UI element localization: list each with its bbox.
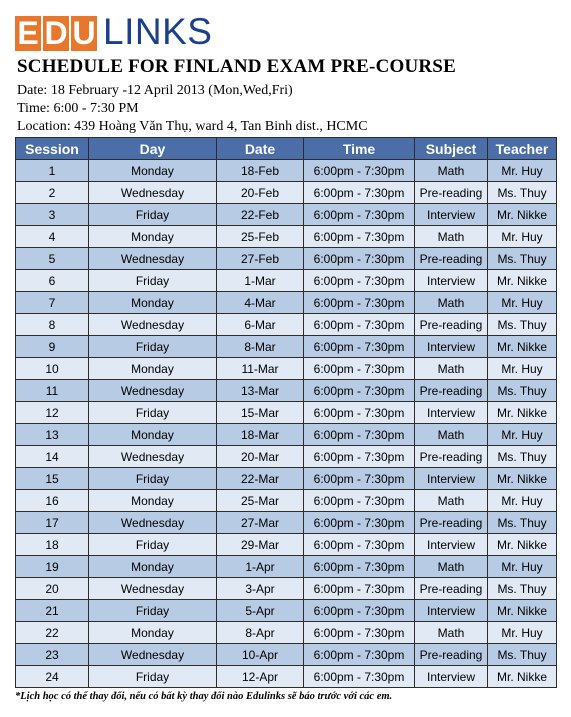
cell-session: 18 xyxy=(16,534,89,556)
cell-subject: Math xyxy=(415,424,488,446)
cell-subject: Math xyxy=(415,292,488,314)
cell-time: 6:00pm - 7:30pm xyxy=(304,622,415,644)
cell-subject: Pre-reading xyxy=(415,182,488,204)
cell-subject: Pre-reading xyxy=(415,446,488,468)
header-day: Day xyxy=(89,138,217,160)
schedule-table xyxy=(15,137,557,688)
cell-session: 10 xyxy=(16,358,89,380)
cell-time: 6:00pm - 7:30pm xyxy=(304,512,415,534)
table-row xyxy=(16,292,557,314)
cell-subject: Interview xyxy=(415,270,488,292)
table-row xyxy=(16,336,557,358)
logo-letter-e: E xyxy=(15,16,41,51)
table-row xyxy=(16,380,557,402)
cell-teacher: Mr. Huy xyxy=(488,292,557,314)
cell-time: 6:00pm - 7:30pm xyxy=(304,556,415,578)
cell-session: 23 xyxy=(16,644,89,666)
table-row xyxy=(16,468,557,490)
cell-date: 11-Mar xyxy=(217,358,304,380)
cell-day: Wednesday xyxy=(89,644,217,666)
cell-teacher: Mr. Nikke xyxy=(488,204,557,226)
cell-day: Friday xyxy=(89,204,217,226)
time-line: Time: 6:00 - 7:30 PM xyxy=(17,101,139,116)
table-row xyxy=(16,226,557,248)
edulinks-logo xyxy=(15,11,212,51)
cell-time: 6:00pm - 7:30pm xyxy=(304,358,415,380)
table-header-row xyxy=(16,138,557,160)
table-row xyxy=(16,490,557,512)
cell-date: 12-Apr xyxy=(217,666,304,688)
cell-time: 6:00pm - 7:30pm xyxy=(304,160,415,182)
cell-session: 12 xyxy=(16,402,89,424)
cell-date: 4-Mar xyxy=(217,292,304,314)
logo-letter-d: D xyxy=(44,15,68,51)
cell-date: 22-Mar xyxy=(217,468,304,490)
cell-day: Monday xyxy=(89,490,217,512)
cell-day: Monday xyxy=(89,160,217,182)
cell-teacher: Ms. Thuy xyxy=(488,446,557,468)
cell-subject: Math xyxy=(415,490,488,512)
table-row xyxy=(16,622,557,644)
cell-date: 27-Feb xyxy=(217,248,304,270)
cell-time: 6:00pm - 7:30pm xyxy=(304,270,415,292)
cell-session: 20 xyxy=(16,578,89,600)
page-title: SCHEDULE FOR FINLAND EXAM PRE-COURSE xyxy=(17,56,456,77)
cell-session: 17 xyxy=(16,512,89,534)
cell-teacher: Mr. Huy xyxy=(488,358,557,380)
cell-session: 4 xyxy=(16,226,89,248)
cell-day: Wednesday xyxy=(89,248,217,270)
cell-date: 20-Mar xyxy=(217,446,304,468)
cell-date: 8-Mar xyxy=(217,336,304,358)
table-row xyxy=(16,204,557,226)
cell-time: 6:00pm - 7:30pm xyxy=(304,402,415,424)
cell-day: Friday xyxy=(89,534,217,556)
cell-time: 6:00pm - 7:30pm xyxy=(304,380,415,402)
cell-session: 11 xyxy=(16,380,89,402)
cell-session: 14 xyxy=(16,446,89,468)
cell-day: Monday xyxy=(89,358,217,380)
cell-day: Monday xyxy=(89,424,217,446)
cell-teacher: Mr. Nikke xyxy=(488,468,557,490)
cell-date: 10-Apr xyxy=(217,644,304,666)
table-row xyxy=(16,358,557,380)
cell-session: 16 xyxy=(16,490,89,512)
cell-subject: Pre-reading xyxy=(415,314,488,336)
cell-time: 6:00pm - 7:30pm xyxy=(304,182,415,204)
header-subject: Subject xyxy=(415,138,488,160)
table-row xyxy=(16,270,557,292)
cell-teacher: Ms. Thuy xyxy=(488,248,557,270)
cell-teacher: Mr. Huy xyxy=(488,490,557,512)
cell-time: 6:00pm - 7:30pm xyxy=(304,424,415,446)
table-row xyxy=(16,424,557,446)
cell-session: 21 xyxy=(16,600,89,622)
cell-session: 5 xyxy=(16,248,89,270)
cell-day: Wednesday xyxy=(89,380,217,402)
table-row xyxy=(16,402,557,424)
cell-subject: Interview xyxy=(415,336,488,358)
cell-day: Monday xyxy=(89,622,217,644)
cell-date: 18-Mar xyxy=(217,424,304,446)
cell-subject: Math xyxy=(415,556,488,578)
header-teacher: Teacher xyxy=(488,138,557,160)
cell-day: Wednesday xyxy=(89,314,217,336)
cell-subject: Math xyxy=(415,358,488,380)
cell-session: 22 xyxy=(16,622,89,644)
cell-teacher: Mr. Huy xyxy=(488,622,557,644)
cell-time: 6:00pm - 7:30pm xyxy=(304,666,415,688)
cell-teacher: Mr. Nikke xyxy=(488,534,557,556)
cell-teacher: Mr. Nikke xyxy=(488,666,557,688)
cell-subject: Pre-reading xyxy=(415,248,488,270)
table-body xyxy=(16,160,557,688)
cell-date: 25-Feb xyxy=(217,226,304,248)
cell-teacher: Ms. Thuy xyxy=(488,512,557,534)
table-row xyxy=(16,644,557,666)
cell-teacher: Mr. Nikke xyxy=(488,402,557,424)
cell-session: 6 xyxy=(16,270,89,292)
cell-day: Friday xyxy=(89,270,217,292)
cell-teacher: Mr. Huy xyxy=(488,556,557,578)
cell-teacher: Ms. Thuy xyxy=(488,380,557,402)
cell-date: 1-Apr xyxy=(217,556,304,578)
cell-teacher: Ms. Thuy xyxy=(488,314,557,336)
cell-date: 29-Mar xyxy=(217,534,304,556)
cell-subject: Pre-reading xyxy=(415,644,488,666)
cell-day: Friday xyxy=(89,666,217,688)
cell-date: 27-Mar xyxy=(217,512,304,534)
cell-time: 6:00pm - 7:30pm xyxy=(304,468,415,490)
cell-date: 20-Feb xyxy=(217,182,304,204)
cell-subject: Pre-reading xyxy=(415,380,488,402)
cell-day: Friday xyxy=(89,468,217,490)
cell-subject: Interview xyxy=(415,534,488,556)
cell-time: 6:00pm - 7:30pm xyxy=(304,446,415,468)
header-date: Date xyxy=(217,138,304,160)
table-row xyxy=(16,512,557,534)
table-row xyxy=(16,446,557,468)
cell-teacher: Ms. Thuy xyxy=(488,644,557,666)
cell-teacher: Mr. Huy xyxy=(488,160,557,182)
cell-time: 6:00pm - 7:30pm xyxy=(304,292,415,314)
cell-teacher: Mr. Nikke xyxy=(488,600,557,622)
table-row xyxy=(16,248,557,270)
cell-session: 9 xyxy=(16,336,89,358)
cell-session: 8 xyxy=(16,314,89,336)
cell-subject: Interview xyxy=(415,468,488,490)
table-row xyxy=(16,182,557,204)
cell-teacher: Mr. Huy xyxy=(488,424,557,446)
table-row xyxy=(16,556,557,578)
cell-teacher: Mr. Nikke xyxy=(488,336,557,358)
cell-day: Friday xyxy=(89,336,217,358)
cell-time: 6:00pm - 7:30pm xyxy=(304,644,415,666)
cell-session: 13 xyxy=(16,424,89,446)
table-row xyxy=(16,314,557,336)
cell-date: 6-Mar xyxy=(217,314,304,336)
cell-date: 15-Mar xyxy=(217,402,304,424)
cell-teacher: Mr. Huy xyxy=(488,226,557,248)
footnote: *Lịch học có thể thay đổi, nếu có bất kỳ thay đổi nào Edulinks sẽ báo trước với các em. xyxy=(15,691,393,702)
cell-day: Wednesday xyxy=(89,512,217,534)
cell-date: 25-Mar xyxy=(217,490,304,512)
header-time: Time xyxy=(304,138,415,160)
table-row xyxy=(16,534,557,556)
cell-teacher: Mr. Nikke xyxy=(488,270,557,292)
cell-subject: Math xyxy=(415,160,488,182)
table-row xyxy=(16,160,557,182)
cell-subject: Interview xyxy=(415,402,488,424)
date-line: Date: 18 February -12 April 2013 (Mon,Wed,Fri) xyxy=(17,83,293,98)
cell-time: 6:00pm - 7:30pm xyxy=(304,578,415,600)
cell-session: 24 xyxy=(16,666,89,688)
cell-session: 2 xyxy=(16,182,89,204)
cell-day: Friday xyxy=(89,600,217,622)
logo-letter-u: U xyxy=(72,15,96,51)
cell-date: 13-Mar xyxy=(217,380,304,402)
cell-subject: Pre-reading xyxy=(415,578,488,600)
cell-subject: Pre-reading xyxy=(415,512,488,534)
cell-time: 6:00pm - 7:30pm xyxy=(304,248,415,270)
cell-day: Wednesday xyxy=(89,182,217,204)
cell-date: 8-Apr xyxy=(217,622,304,644)
cell-time: 6:00pm - 7:30pm xyxy=(304,534,415,556)
cell-subject: Interview xyxy=(415,666,488,688)
logo-wordmark: LINKS xyxy=(103,11,213,52)
cell-time: 6:00pm - 7:30pm xyxy=(304,600,415,622)
cell-subject: Interview xyxy=(415,204,488,226)
cell-date: 5-Apr xyxy=(217,600,304,622)
cell-day: Monday xyxy=(89,292,217,314)
cell-session: 15 xyxy=(16,468,89,490)
cell-session: 1 xyxy=(16,160,89,182)
header-session: Session xyxy=(16,138,89,160)
cell-day: Wednesday xyxy=(89,578,217,600)
table-row xyxy=(16,600,557,622)
cell-session: 3 xyxy=(16,204,89,226)
cell-day: Monday xyxy=(89,556,217,578)
cell-subject: Math xyxy=(415,622,488,644)
cell-day: Friday xyxy=(89,402,217,424)
cell-session: 19 xyxy=(16,556,89,578)
cell-session: 7 xyxy=(16,292,89,314)
cell-time: 6:00pm - 7:30pm xyxy=(304,226,415,248)
cell-subject: Interview xyxy=(415,600,488,622)
cell-teacher: Ms. Thuy xyxy=(488,182,557,204)
location-line: Location: 439 Hoàng Văn Thụ, ward 4, Tan Binh dist., HCMC xyxy=(17,119,368,134)
cell-teacher: Ms. Thuy xyxy=(488,578,557,600)
cell-date: 18-Feb xyxy=(217,160,304,182)
cell-subject: Math xyxy=(415,226,488,248)
cell-time: 6:00pm - 7:30pm xyxy=(304,204,415,226)
cell-time: 6:00pm - 7:30pm xyxy=(304,314,415,336)
cell-date: 3-Apr xyxy=(217,578,304,600)
table-row xyxy=(16,578,557,600)
cell-date: 22-Feb xyxy=(217,204,304,226)
cell-date: 1-Mar xyxy=(217,270,304,292)
cell-day: Wednesday xyxy=(89,446,217,468)
cell-time: 6:00pm - 7:30pm xyxy=(304,336,415,358)
cell-day: Monday xyxy=(89,226,217,248)
table-row xyxy=(16,666,557,688)
cell-time: 6:00pm - 7:30pm xyxy=(304,490,415,512)
